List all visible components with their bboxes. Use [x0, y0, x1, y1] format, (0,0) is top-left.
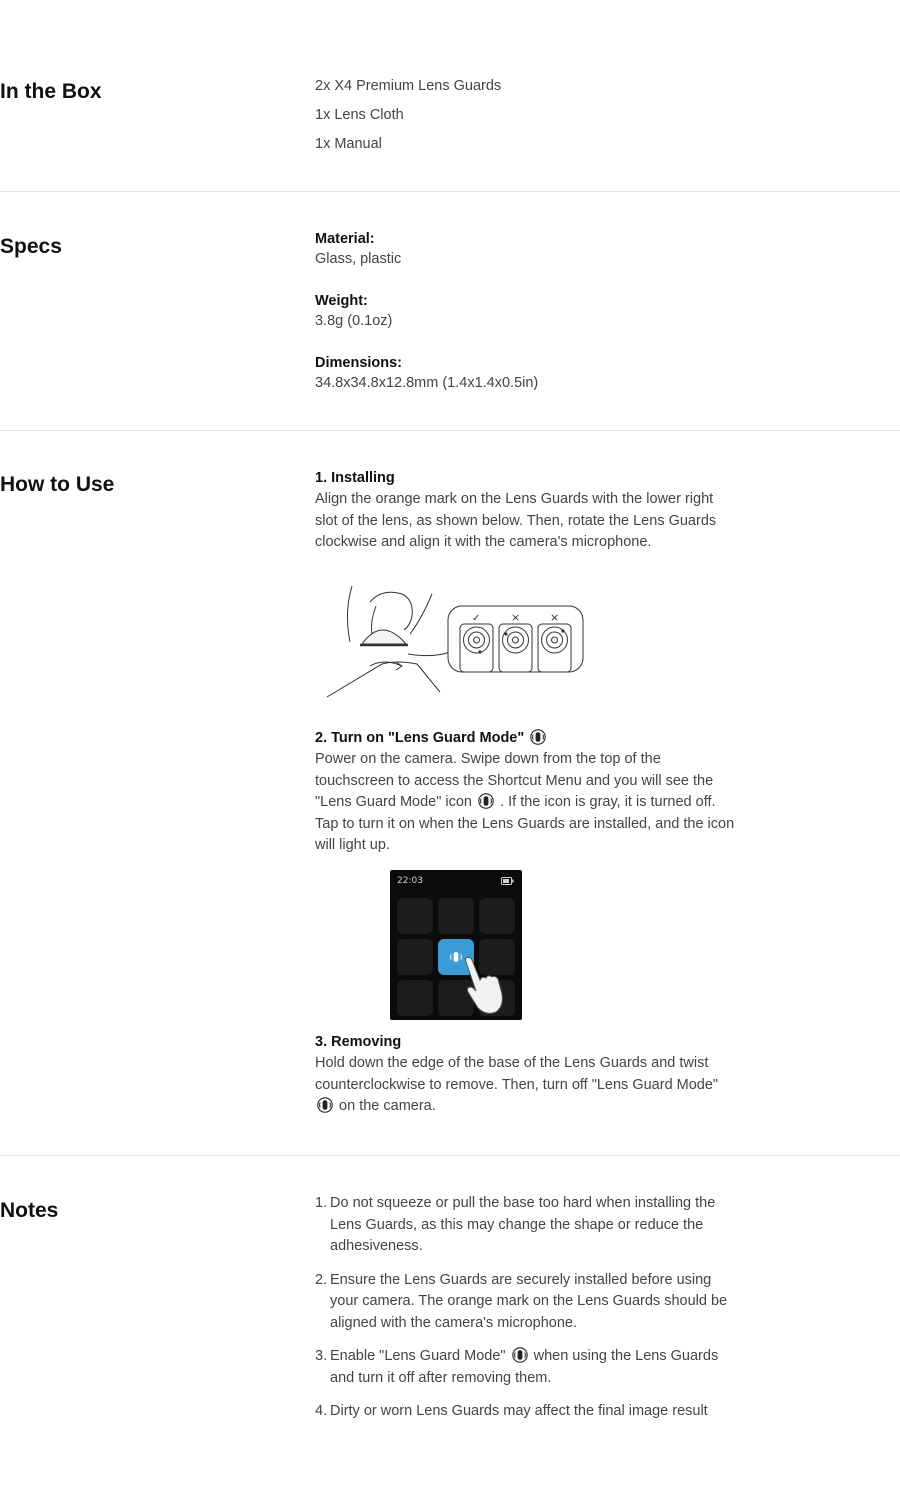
spec-label-weight: Weight:	[315, 293, 368, 309]
in-the-box-list	[315, 76, 735, 163]
step-1-text: Align the orange mark on the Lens Guards with the lower right slot of the lens, as shown below. Then, rotate the Lens Guards clockwise and align it with the camera's microphone.	[315, 491, 717, 550]
note-item	[315, 1401, 735, 1423]
notes-title: Notes	[0, 1199, 59, 1222]
step-installing	[315, 468, 735, 554]
note-item	[315, 1193, 735, 1258]
spec-value-material: Glass, plastic	[315, 251, 402, 267]
step-2-text-b: . If the icon is gray, it is turned off. Tap to turn it on when the Lens Guards are installed, and the icon will light up.	[315, 794, 735, 853]
in-the-box-title: In the Box	[0, 80, 102, 103]
note-text: Dirty or worn Lens Guards may affect the final image result	[330, 1403, 708, 1419]
step-3-title: 3. Removing	[315, 1034, 402, 1050]
wrong-mark: ×	[511, 611, 521, 624]
shortcut-tile	[397, 898, 433, 934]
specs-list	[315, 229, 735, 415]
spec-label-material: Material:	[315, 231, 375, 247]
notes-list	[315, 1193, 735, 1423]
spec-label-dimensions: Dimensions:	[315, 355, 403, 371]
step-3-text	[315, 1053, 735, 1118]
box-item: 2x X4 Premium Lens Guards	[315, 78, 502, 94]
step-3-text-b: on the camera.	[339, 1098, 436, 1114]
note-number: 4.	[315, 1403, 328, 1419]
note-text-b: when using the Lens Guards and turn it off after removing them.	[330, 1348, 719, 1386]
battery-icon	[501, 877, 514, 885]
step-3-text-a: Hold down the edge of the base of the Lens Guards and twist counterclockwise to remove. Then, turn off "Lens Guard Mode"	[315, 1055, 719, 1093]
how-to-use-title: How to Use	[0, 473, 115, 496]
shortcut-tile	[397, 939, 433, 975]
specs-title: Specs	[0, 235, 62, 258]
shortcut-tile	[397, 980, 433, 1016]
spec-value-weight: 3.8g (0.1oz)	[315, 313, 393, 329]
lens-guard-mode-icon	[530, 729, 546, 745]
note-number: 1.	[315, 1195, 328, 1211]
box-item: 1x Lens Cloth	[315, 107, 404, 123]
pointing-hand-icon	[462, 954, 504, 1016]
lens-guard-mode-icon	[478, 793, 494, 809]
installation-illustration	[322, 582, 587, 700]
camera-screen-illustration	[390, 870, 522, 1020]
note-item	[315, 1270, 735, 1335]
wrong-mark: ×	[550, 611, 560, 624]
screen-time: 22:03	[397, 876, 423, 886]
note-text-a: Enable "Lens Guard Mode"	[330, 1348, 506, 1364]
step-2-text-a: Power on the camera. Swipe down from the top of the touchscreen to access the Shortcut Menu and you will see the "Lens Guard Mode" icon	[315, 751, 714, 810]
section-divider	[0, 191, 900, 192]
note-text: Do not squeeze or pull the base too hard when installing the Lens Guards, as this may change the shape or reduce the adhesiveness.	[330, 1195, 716, 1254]
correct-mark: ✓	[472, 613, 481, 624]
spec-value-dimensions: 34.8x34.8x12.8mm (1.4x1.4x0.5in)	[315, 375, 539, 391]
step-removing	[315, 1032, 735, 1118]
note-text	[330, 1348, 718, 1386]
section-divider	[0, 1155, 900, 1156]
note-item	[315, 1346, 735, 1389]
step-2-title	[315, 728, 735, 749]
note-number: 2.	[315, 1271, 328, 1288]
shortcut-tile	[479, 898, 515, 934]
step-1-title: 1. Installing	[315, 470, 395, 486]
step-turn-on-mode	[315, 728, 735, 857]
section-divider	[0, 430, 900, 431]
note-text: Ensure the Lens Guards are securely installed before using your camera. The orange mark on the Lens Guards should be aligned with the camera's microphone.	[330, 1271, 728, 1331]
step-2-title-text: 2. Turn on "Lens Guard Mode"	[315, 730, 525, 746]
shortcut-tile	[438, 898, 474, 934]
notes-section	[315, 1193, 735, 1435]
lens-guard-mode-icon	[317, 1097, 333, 1113]
step-2-text	[315, 749, 735, 857]
box-item: 1x Manual	[315, 136, 382, 152]
lens-guard-mode-icon	[512, 1347, 528, 1363]
note-number: 3.	[315, 1348, 328, 1364]
